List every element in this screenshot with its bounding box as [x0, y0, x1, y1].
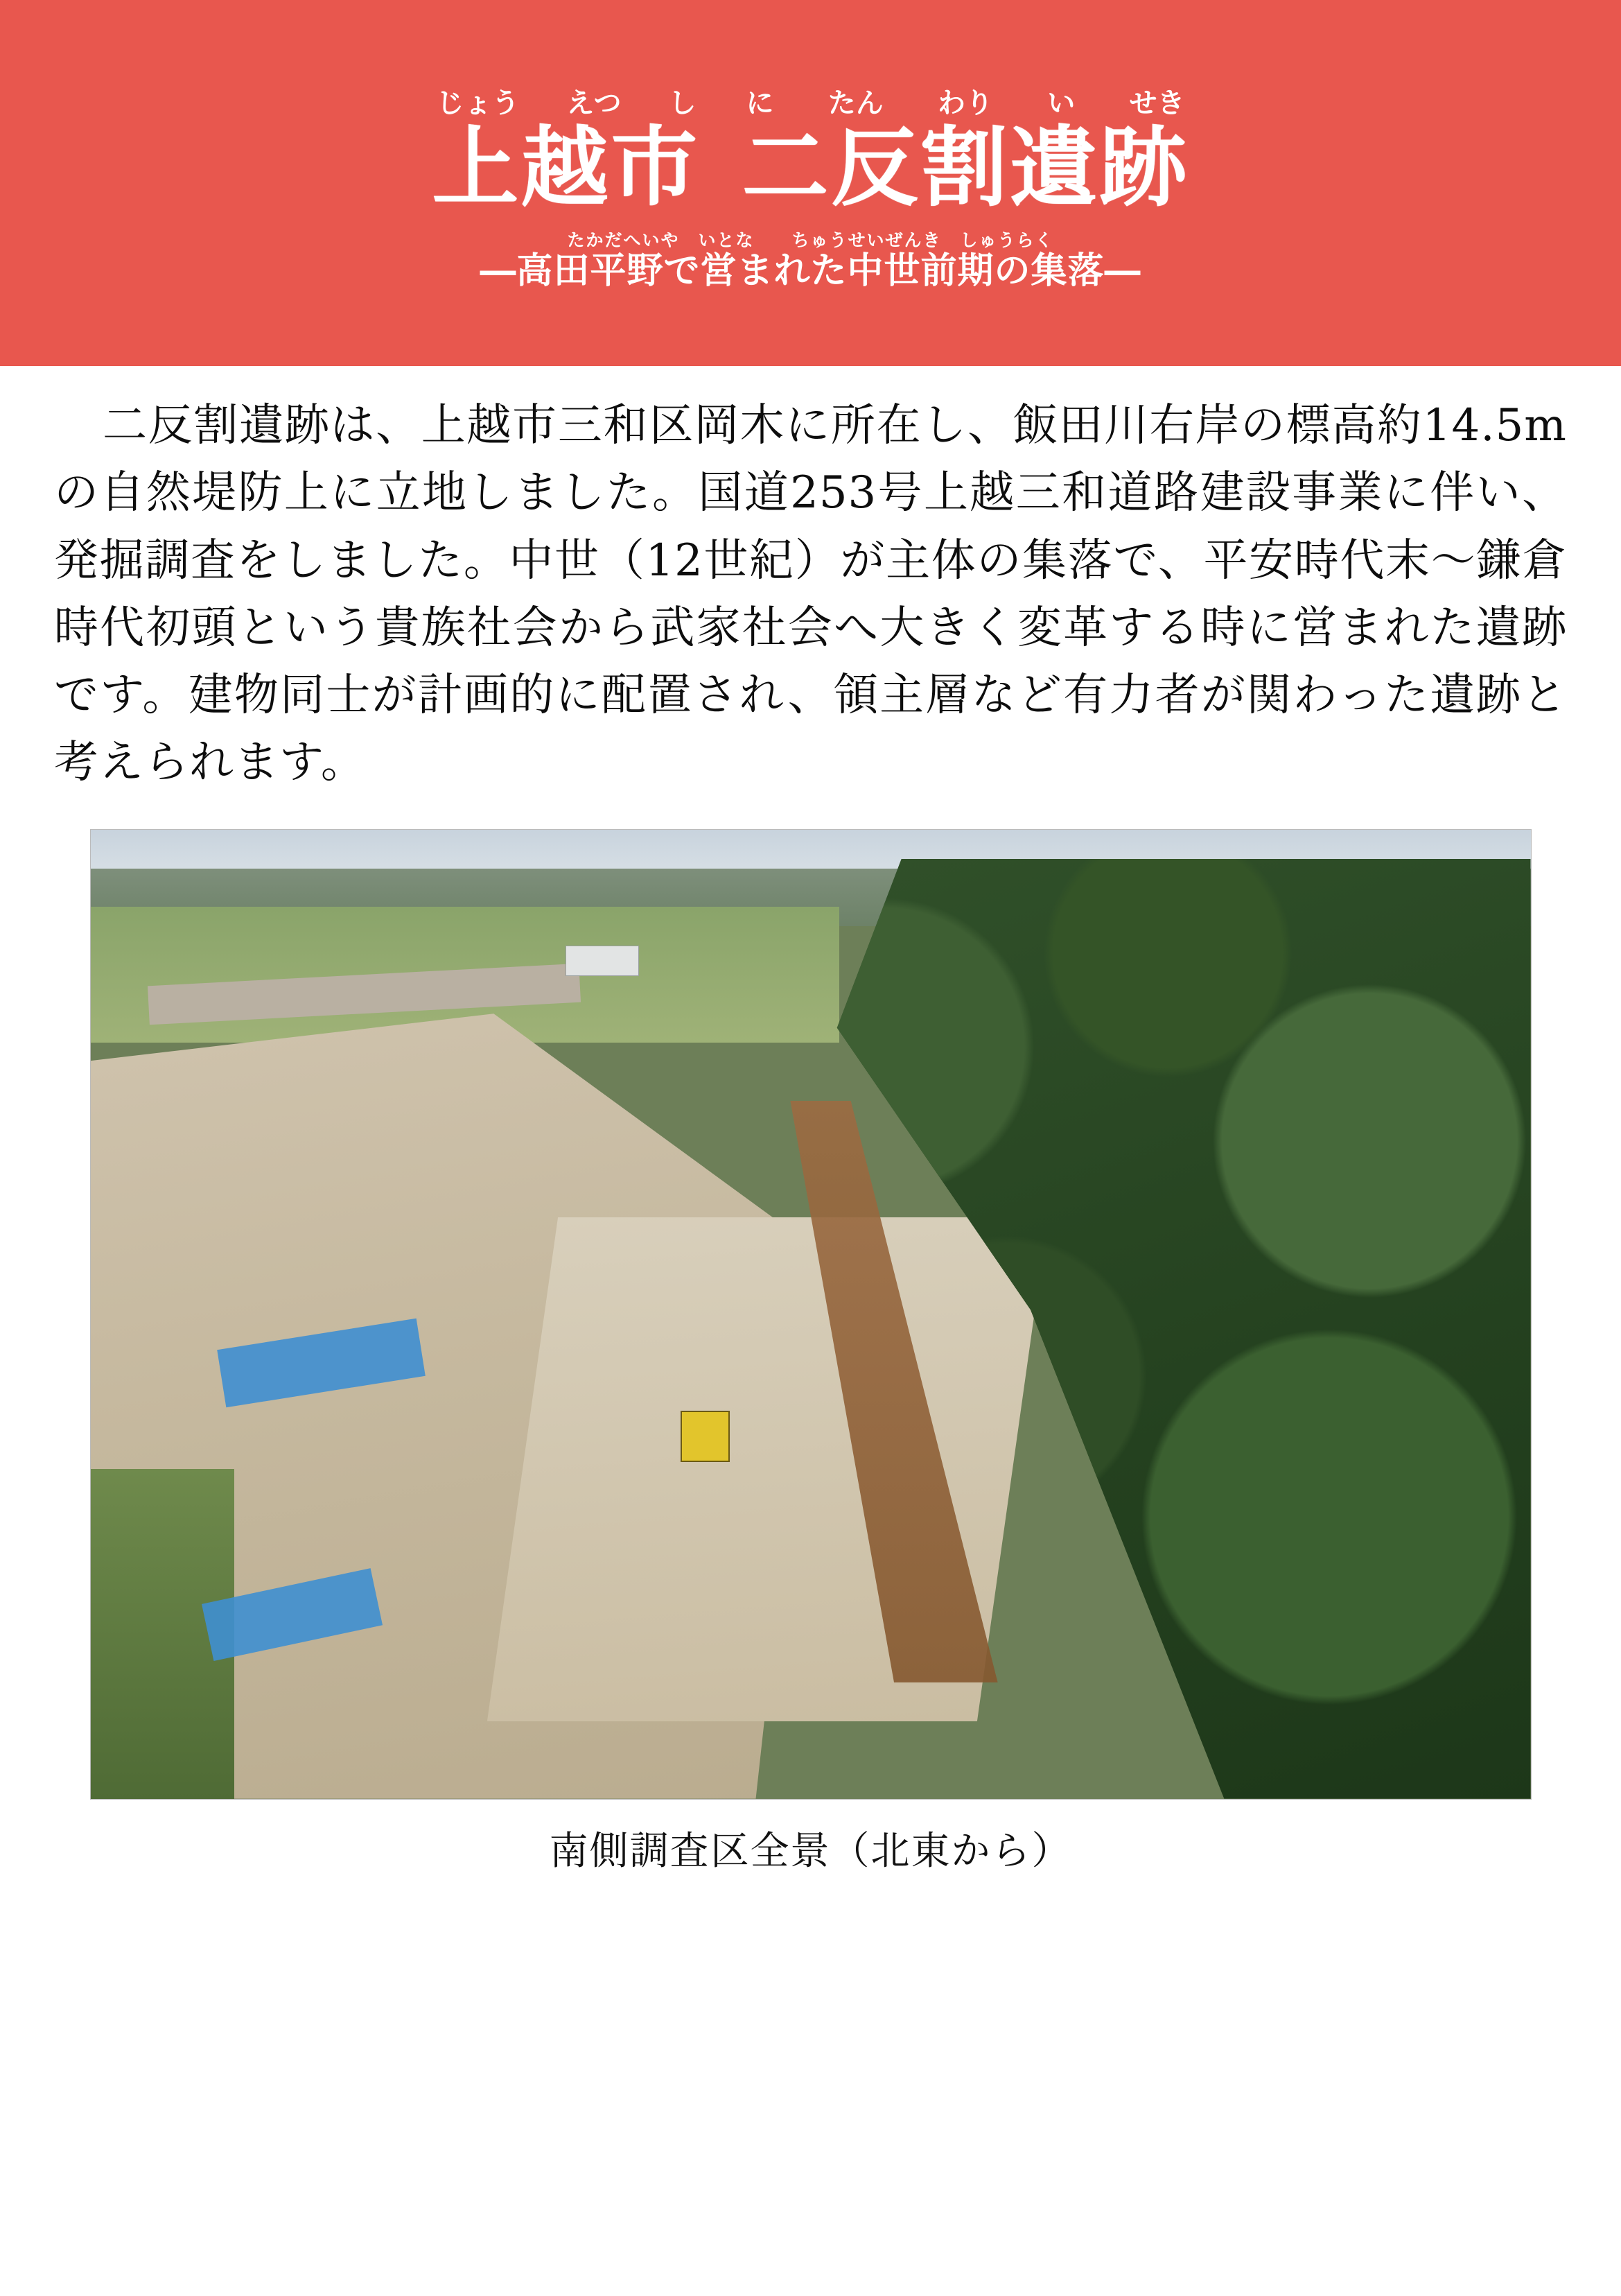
body-paragraph-text: 二反割遺跡は、上越市三和区岡木に所在し、飯田川右岸の標高約14.5mの自然堤防上に立地しました。国道253号上越三和道路建設事業に伴い、発掘調査をしました。中世（12世紀）が主体の集落で、平安時代末～鎌倉時代初頭という貴族社会から武家社会へ大きく変革する時に営まれた遺跡です。建物同士が計画的に配置され、領主層など有力者が関わった遺跡と考えられます。 — [54, 400, 1567, 789]
excavation-photo — [90, 829, 1532, 1800]
ruby-i: い — [1047, 87, 1076, 119]
subtitle-block — [480, 230, 1141, 293]
title-part-site-ruby — [742, 89, 1189, 117]
ruby-shi: し — [668, 87, 696, 119]
subtitle-text: ―高田平野で営まれた中世前期の集落― — [480, 250, 1141, 293]
ruby-ni: に — [746, 87, 774, 119]
subtitle-ruby: たかだへいや いとな ちゅうせいぜんき しゅうらく — [567, 230, 1054, 251]
title-part-site — [742, 87, 1189, 218]
ruby-wari: わり — [938, 87, 993, 119]
main-title — [432, 87, 1189, 218]
photo-building — [566, 946, 639, 976]
photo-block — [90, 829, 1532, 1876]
title-part-site-text: 二反割遺跡 — [742, 117, 1189, 218]
ruby-jou: じょう — [436, 87, 520, 119]
photo-caption: 南側調査区全景（北東から） — [549, 1828, 1072, 1874]
title-part-city-text: 上越市 — [432, 117, 701, 218]
title-part-city — [432, 87, 701, 218]
title-part-city-ruby — [432, 89, 701, 117]
ruby-etsu: えつ — [566, 87, 622, 119]
title-banner — [0, 0, 1621, 366]
ruby-tan: たん — [827, 87, 884, 119]
ruby-seki: せき — [1129, 87, 1185, 119]
body-paragraph — [54, 392, 1567, 797]
photo-excavator — [681, 1411, 729, 1462]
